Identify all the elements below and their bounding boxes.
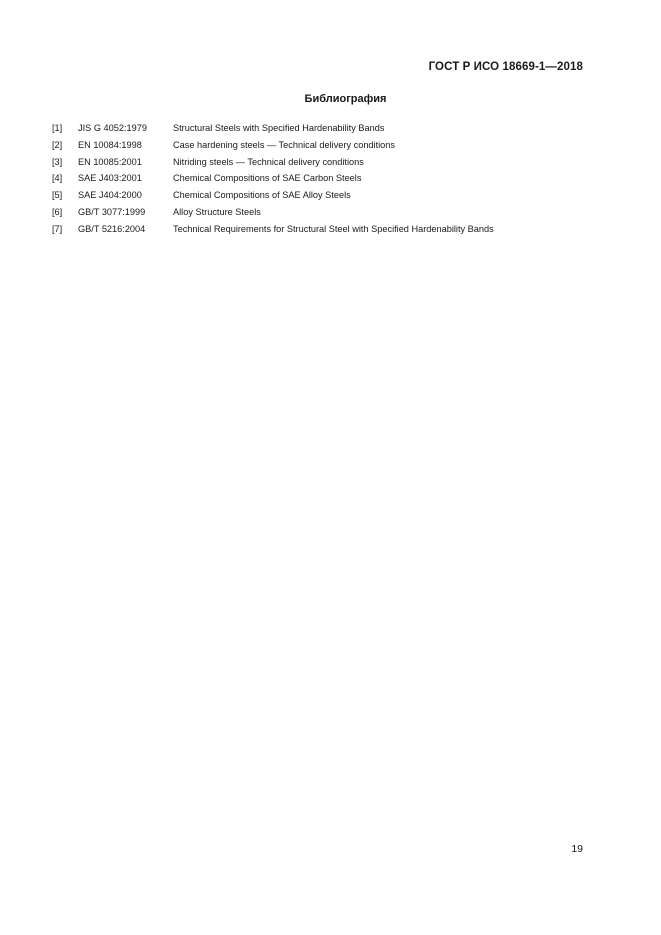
entry-number: [5] [52, 190, 63, 201]
entry-number: [6] [52, 206, 63, 217]
standard-title: Case hardening steels — Technical delivery conditions [173, 139, 395, 150]
bibliography-list [52, 120, 592, 238]
standard-code: GB/T 3077:1999 [78, 206, 146, 217]
standard-title: Structural Steels with Specified Hardenability Bands [173, 123, 385, 133]
standard-title: Technical Requirements for Structural Steel with Specified Hardenability Bands [173, 223, 494, 234]
bibliography-entry [52, 137, 592, 154]
bibliography-entry [52, 187, 592, 204]
entry-number: [7] [52, 223, 63, 234]
standard-code: SAE J404:2000 [78, 190, 142, 201]
standard-title: Nitriding steels — Technical delivery conditions [173, 156, 364, 167]
bibliography-entry [52, 154, 592, 171]
standard-code: JIS G 4052:1979 [78, 123, 147, 133]
page-number: 19 [571, 843, 583, 855]
entry-number: [3] [52, 156, 63, 167]
standard-code: GB/T 5216:2004 [78, 223, 146, 234]
standard-title: Alloy Structure Steels [173, 206, 261, 217]
bibliography-entry [52, 204, 592, 221]
standard-code: EN 10085:2001 [78, 156, 142, 167]
standard-code: SAE J403:2001 [78, 173, 142, 184]
bibliography-entry [52, 120, 592, 137]
entry-number: [1] [52, 123, 63, 133]
bibliography-entry [52, 221, 592, 238]
bibliography-entry [52, 170, 592, 187]
standard-title: Chemical Compositions of SAE Alloy Steels [173, 190, 351, 201]
standard-title: Chemical Compositions of SAE Carbon Steels [173, 173, 362, 184]
bibliography-title: Библиография [304, 93, 387, 105]
document-code-header: ГОСТ Р ИСО 18669-1—2018 [428, 61, 583, 73]
entry-number: [4] [52, 173, 63, 184]
standard-code: EN 10084:1998 [78, 139, 142, 150]
entry-number: [2] [52, 139, 63, 150]
